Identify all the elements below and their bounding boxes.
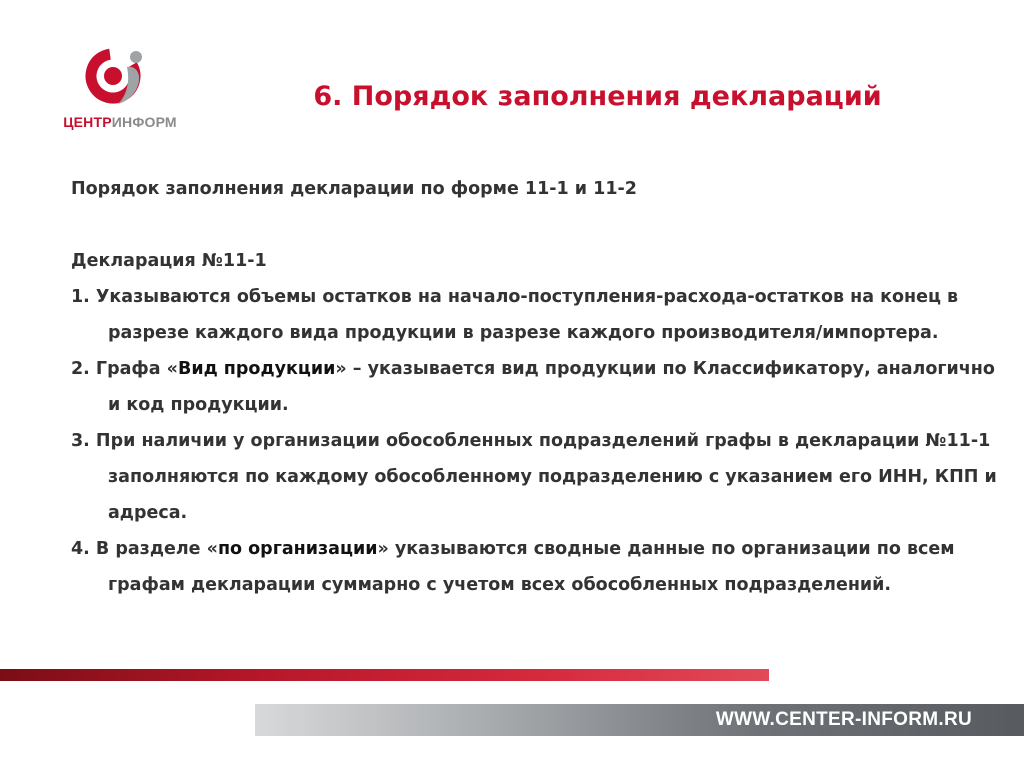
logo-text — [55, 114, 185, 130]
slide-title: 6. Порядок заполнения деклараций — [313, 81, 882, 112]
logo-text-red: ЦЕНТР — [63, 114, 112, 130]
list-item-2 — [71, 351, 1001, 423]
list-item-1: 1. Указываются объемы остатков на начало-поступления-расхода-остатков на конец в разрезе каждого вида продукции в разрезе каждого производителя/импортера. — [71, 287, 959, 343]
list-item-4-prefix: 4. В разделе « — [71, 539, 218, 559]
logo-text-gray: ИНФОРМ — [111, 114, 177, 130]
section-heading: Декларация №11-1 — [71, 251, 267, 271]
list-item-2-highlight: Вид продукции — [177, 359, 336, 379]
slide-content — [71, 171, 1001, 603]
footer-website: WWW.CENTER-INFORM.RU — [715, 709, 972, 730]
list-item-3: 3. При наличии у организации обособленных подразделений графы в декларации №11-1 заполняются по каждому обособленному подразделению с указанием его ИНН, КПП и адреса. — [71, 431, 997, 523]
list-item-4-highlight: по организации — [217, 539, 378, 559]
list-item-2-suffix: » – указывается вид продукции по Классификатору, аналогично и код продукции. — [108, 359, 995, 415]
footer-bar — [255, 704, 1024, 736]
list-item-4-suffix: » указываются сводные данные по организации по всем графам декларации суммарно с учетом всех обособленных подразделений. — [108, 539, 955, 595]
red-divider-bar — [0, 669, 769, 681]
list-item-4 — [71, 531, 1001, 603]
list-item-2-prefix: 2. Графа « — [71, 359, 178, 379]
slide-subtitle: Порядок заполнения декларации по форме 11-1 и 11-2 — [71, 179, 637, 199]
